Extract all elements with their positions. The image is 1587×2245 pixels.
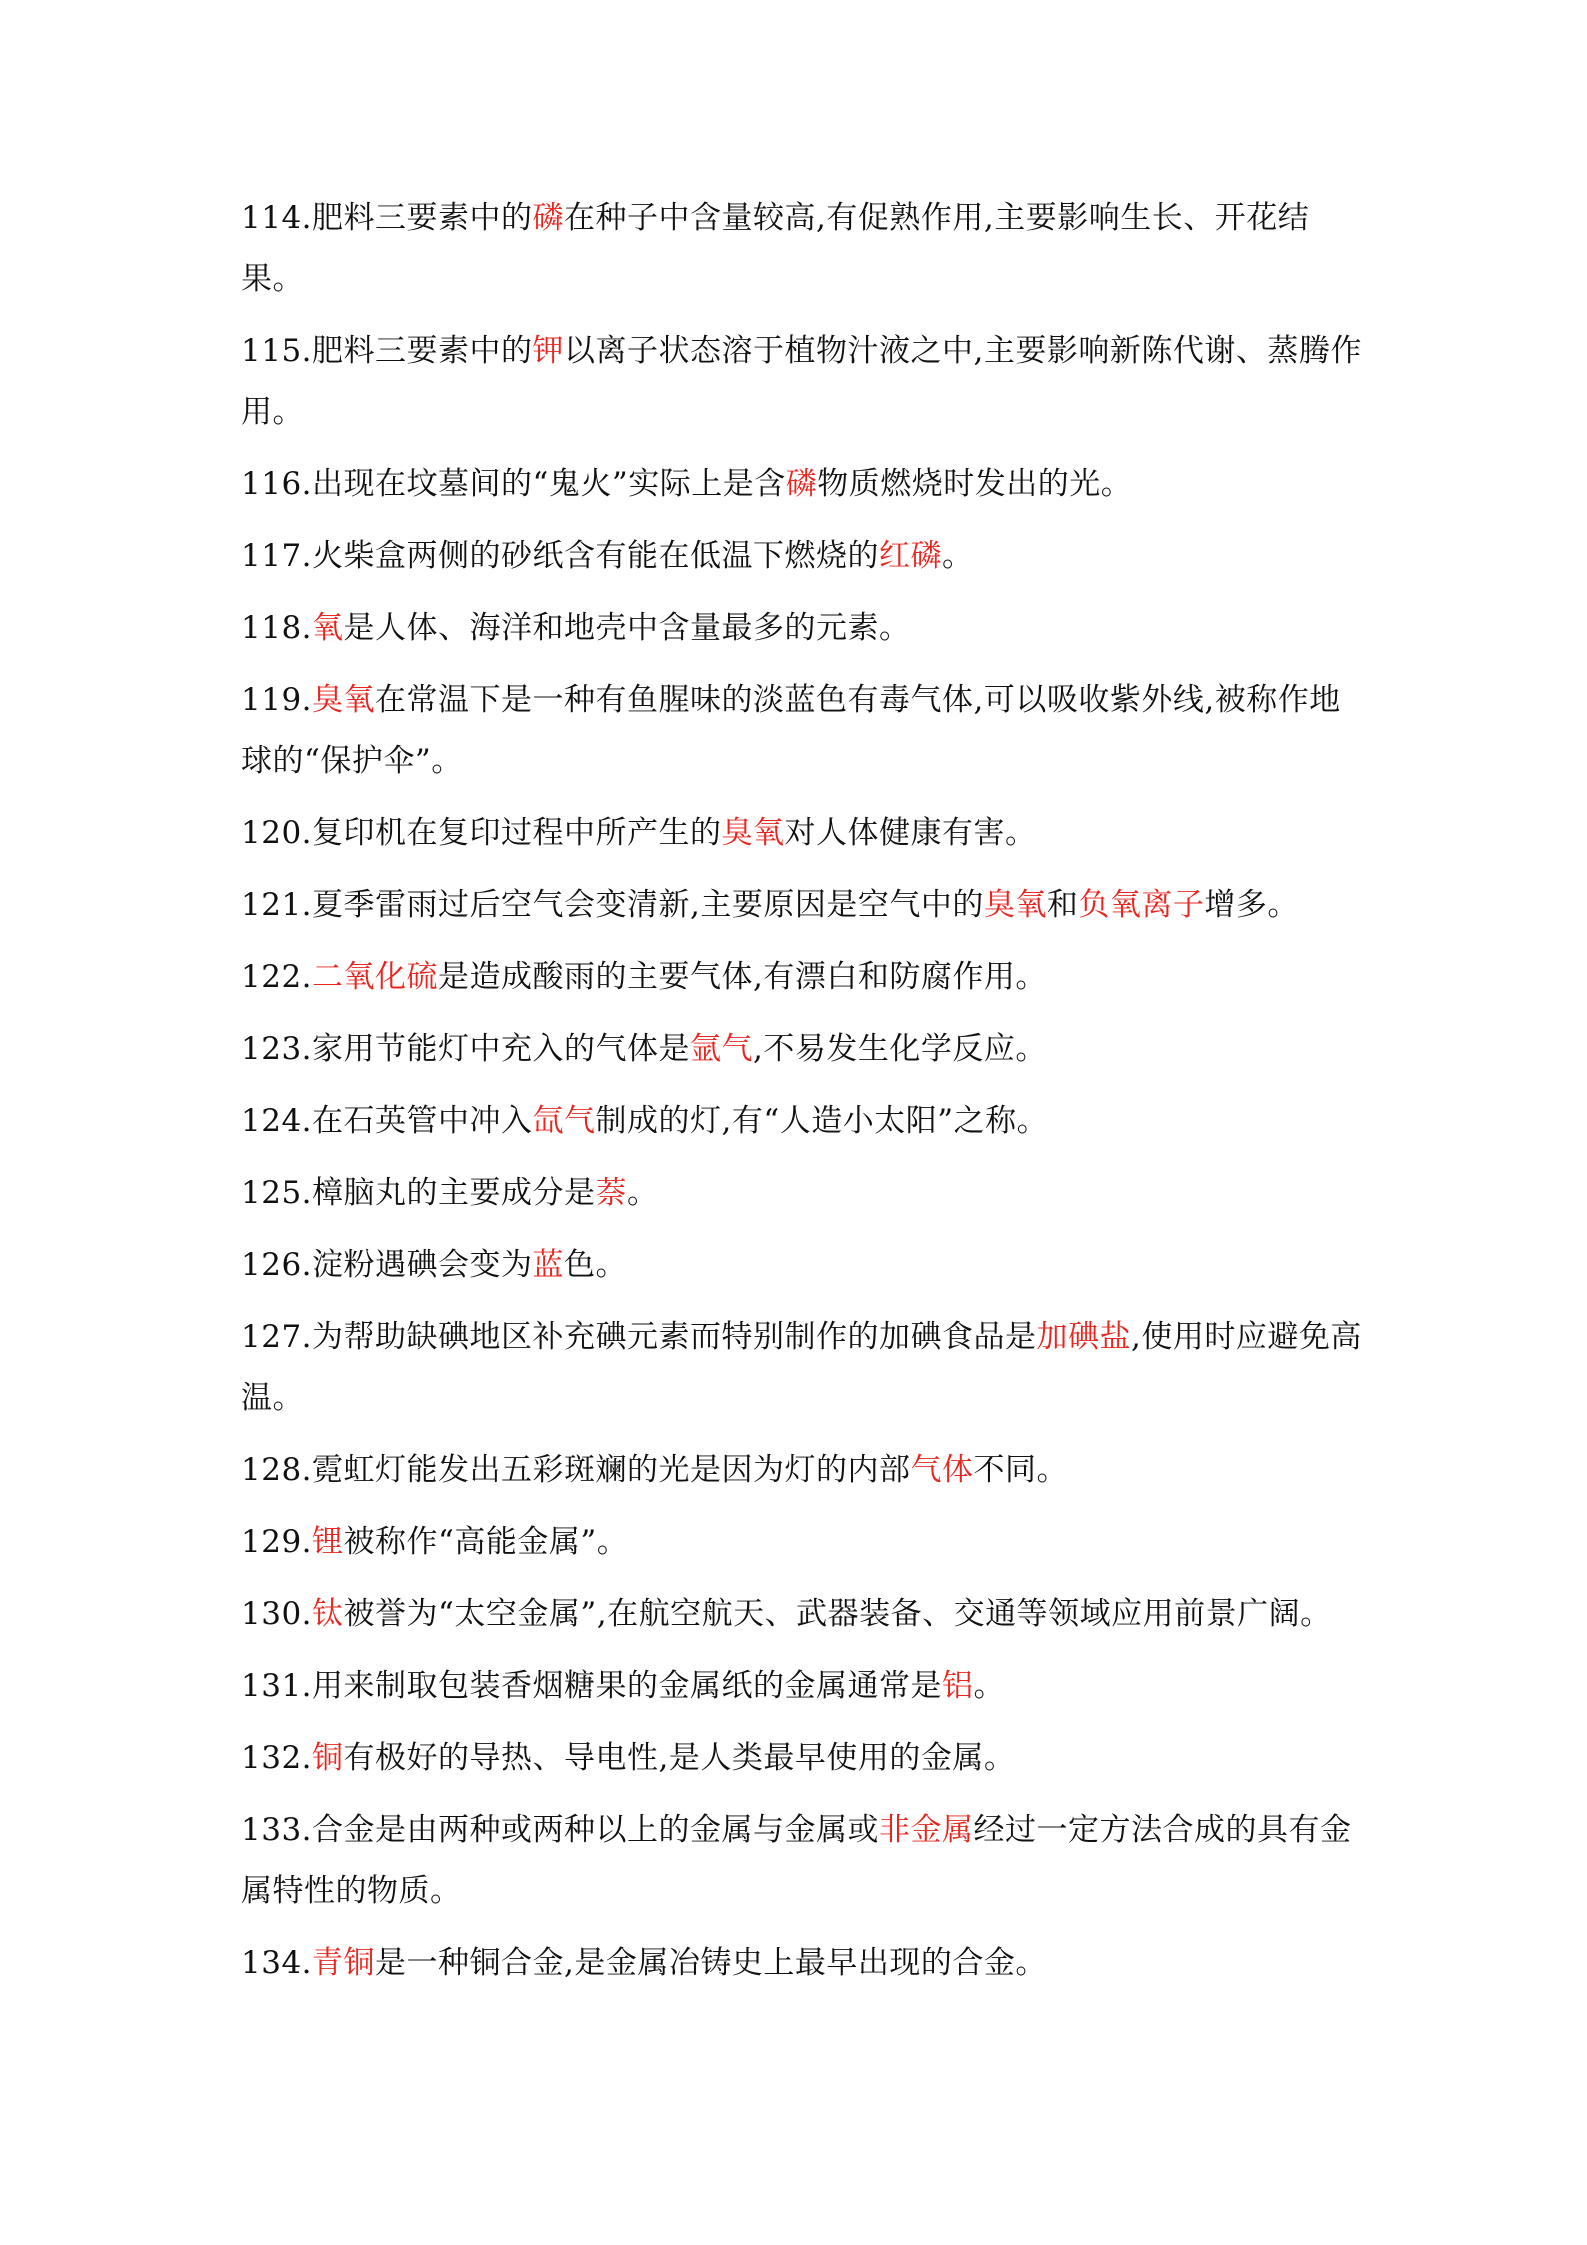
item-text: 有极好的导热、导电性,是人类最早使用的金属。 [343,1740,1016,1776]
item-text: 为帮助缺碘地区补充碘元素而特别制作的加碘食品是 [312,1319,1037,1355]
item-134 [241,1933,1366,1994]
item-text: 被誉为“太空金属”,在航空航天、武器装备、交通等领域应用前景广阔。 [343,1596,1332,1632]
item-text: 出现在坟墓间的“鬼火”实际上是含 [312,466,786,502]
item-text: 复印机在复印过程中所产生的 [312,815,722,851]
item-text: 经过一定方法合成的具有金属特性的物质。 [241,1812,1352,1909]
item-text: 夏季雷雨过后空气会变清新,主要原因是空气中的 [312,887,984,923]
highlight-term: 氙气 [532,1103,596,1139]
item-128 [241,1440,1366,1501]
item-number: 117. [241,538,313,574]
item-number: 126. [241,1247,313,1283]
highlight-term: 氧 [312,610,344,646]
highlight-term: 氩气 [690,1031,754,1067]
item-number: 114. [241,200,313,236]
item-number: 118. [241,610,313,646]
item-number: 131. [241,1668,313,1704]
item-text: ,不易发生化学反应。 [753,1031,1047,1067]
item-number: 128. [241,1452,313,1488]
item-text: 。 [973,1668,1006,1704]
item-130 [241,1584,1366,1645]
item-text: 家用节能灯中充入的气体是 [312,1031,691,1067]
item-number: 134. [241,1945,313,1981]
highlight-term: 钛 [312,1596,344,1632]
item-115 [241,321,1366,443]
highlight-term: 蓝 [532,1247,565,1283]
highlight-term: 红磷 [879,538,943,574]
item-121 [241,875,1366,936]
highlight-term: 臭氧 [983,887,1047,923]
item-123 [241,1019,1366,1080]
item-text: 在石英管中冲入 [312,1103,533,1139]
item-text: 对人体健康有害。 [784,815,1037,851]
item-116 [241,454,1366,515]
highlight-term: 铝 [942,1668,974,1704]
item-text: 用来制取包装香烟糖果的金属纸的金属通常是 [312,1668,943,1704]
item-text: 增多。 [1204,887,1299,923]
item-text: 物质燃烧时发出的光。 [817,466,1133,502]
item-117 [241,526,1366,587]
item-number: 130. [241,1596,313,1632]
item-number: 132. [241,1740,313,1776]
item-text: 制成的灯,有“人造小太阳”之称。 [595,1103,1049,1139]
item-number: 116. [241,466,313,502]
highlight-term: 磷 [532,200,565,236]
item-text: 在常温下是一种有鱼腥味的淡蓝色有毒气体,可以吸收紫外线,被称作地球的“保护伞”。 [241,682,1341,779]
item-114 [241,188,1366,310]
item-text: 是一种铜合金,是金属冶铸史上最早出现的合金。 [375,1945,1047,1981]
item-118 [241,598,1366,659]
item-122 [241,947,1366,1008]
item-list [241,188,1366,1994]
item-text: 被称作“高能金属”。 [343,1524,629,1560]
item-number: 123. [241,1031,313,1067]
item-132 [241,1728,1366,1789]
item-text: 。 [942,538,974,574]
item-text: 色。 [564,1247,628,1283]
highlight-term: 青铜 [312,1945,376,1981]
highlight-term: 非金属 [879,1812,974,1848]
item-text: 火柴盒两侧的砂纸含有能在低温下燃烧的 [312,538,880,574]
item-text: 肥料三要素中的 [312,333,533,369]
highlight-term: 钾 [532,333,565,369]
item-number: 129. [241,1524,313,1560]
item-124 [241,1091,1366,1152]
item-number: 115. [241,333,313,369]
item-129 [241,1512,1366,1573]
highlight-term: 臭氧 [721,815,785,851]
item-125 [241,1163,1366,1224]
item-number: 119. [241,682,313,718]
highlight-term: 臭氧 [312,682,376,718]
item-127 [241,1307,1366,1429]
item-text: 是造成酸雨的主要气体,有漂白和防腐作用。 [438,959,1047,995]
item-text: 。 [627,1175,659,1211]
highlight-term: 锂 [312,1524,344,1560]
item-131 [241,1656,1366,1717]
item-number: 127. [241,1319,313,1355]
highlight-term: 加碘盐 [1036,1319,1132,1355]
highlight-term: 萘 [595,1175,628,1211]
item-number: 122. [241,959,313,995]
item-text: 肥料三要素中的 [312,200,533,236]
item-text: ,使用时应避免高温。 [241,1319,1362,1416]
item-number: 133. [241,1812,313,1848]
item-text: 是人体、海洋和地壳中含量最多的元素。 [343,610,911,646]
item-120 [241,803,1366,864]
highlight-term: 磷 [785,466,818,502]
item-text: 樟脑丸的主要成分是 [312,1175,596,1211]
item-text: 和 [1046,887,1079,923]
item-number: 125. [241,1175,313,1211]
item-text: 在种子中含量较高,有促熟作用,主要影响生长、开花结果。 [241,200,1310,297]
item-text: 合金是由两种或两种以上的金属与金属或 [312,1812,880,1848]
item-number: 124. [241,1103,313,1139]
document-page [241,188,1366,2005]
item-text: 以离子状态溶于植物汁液之中,主要影响新陈代谢、蒸腾作用。 [241,333,1362,430]
highlight-term: 气体 [910,1452,974,1488]
item-119 [241,670,1366,792]
item-text: 霓虹灯能发出五彩斑斓的光是因为灯的内部 [312,1452,911,1488]
item-126 [241,1235,1366,1296]
item-133 [241,1800,1366,1922]
item-text: 淀粉遇碘会变为 [312,1247,533,1283]
highlight-term: 铜 [312,1740,344,1776]
item-text: 不同。 [973,1452,1069,1488]
highlight-term: 负氧离子 [1078,887,1205,923]
highlight-term: 二氧化硫 [312,959,439,995]
item-number: 121. [241,887,313,923]
item-number: 120. [241,815,313,851]
